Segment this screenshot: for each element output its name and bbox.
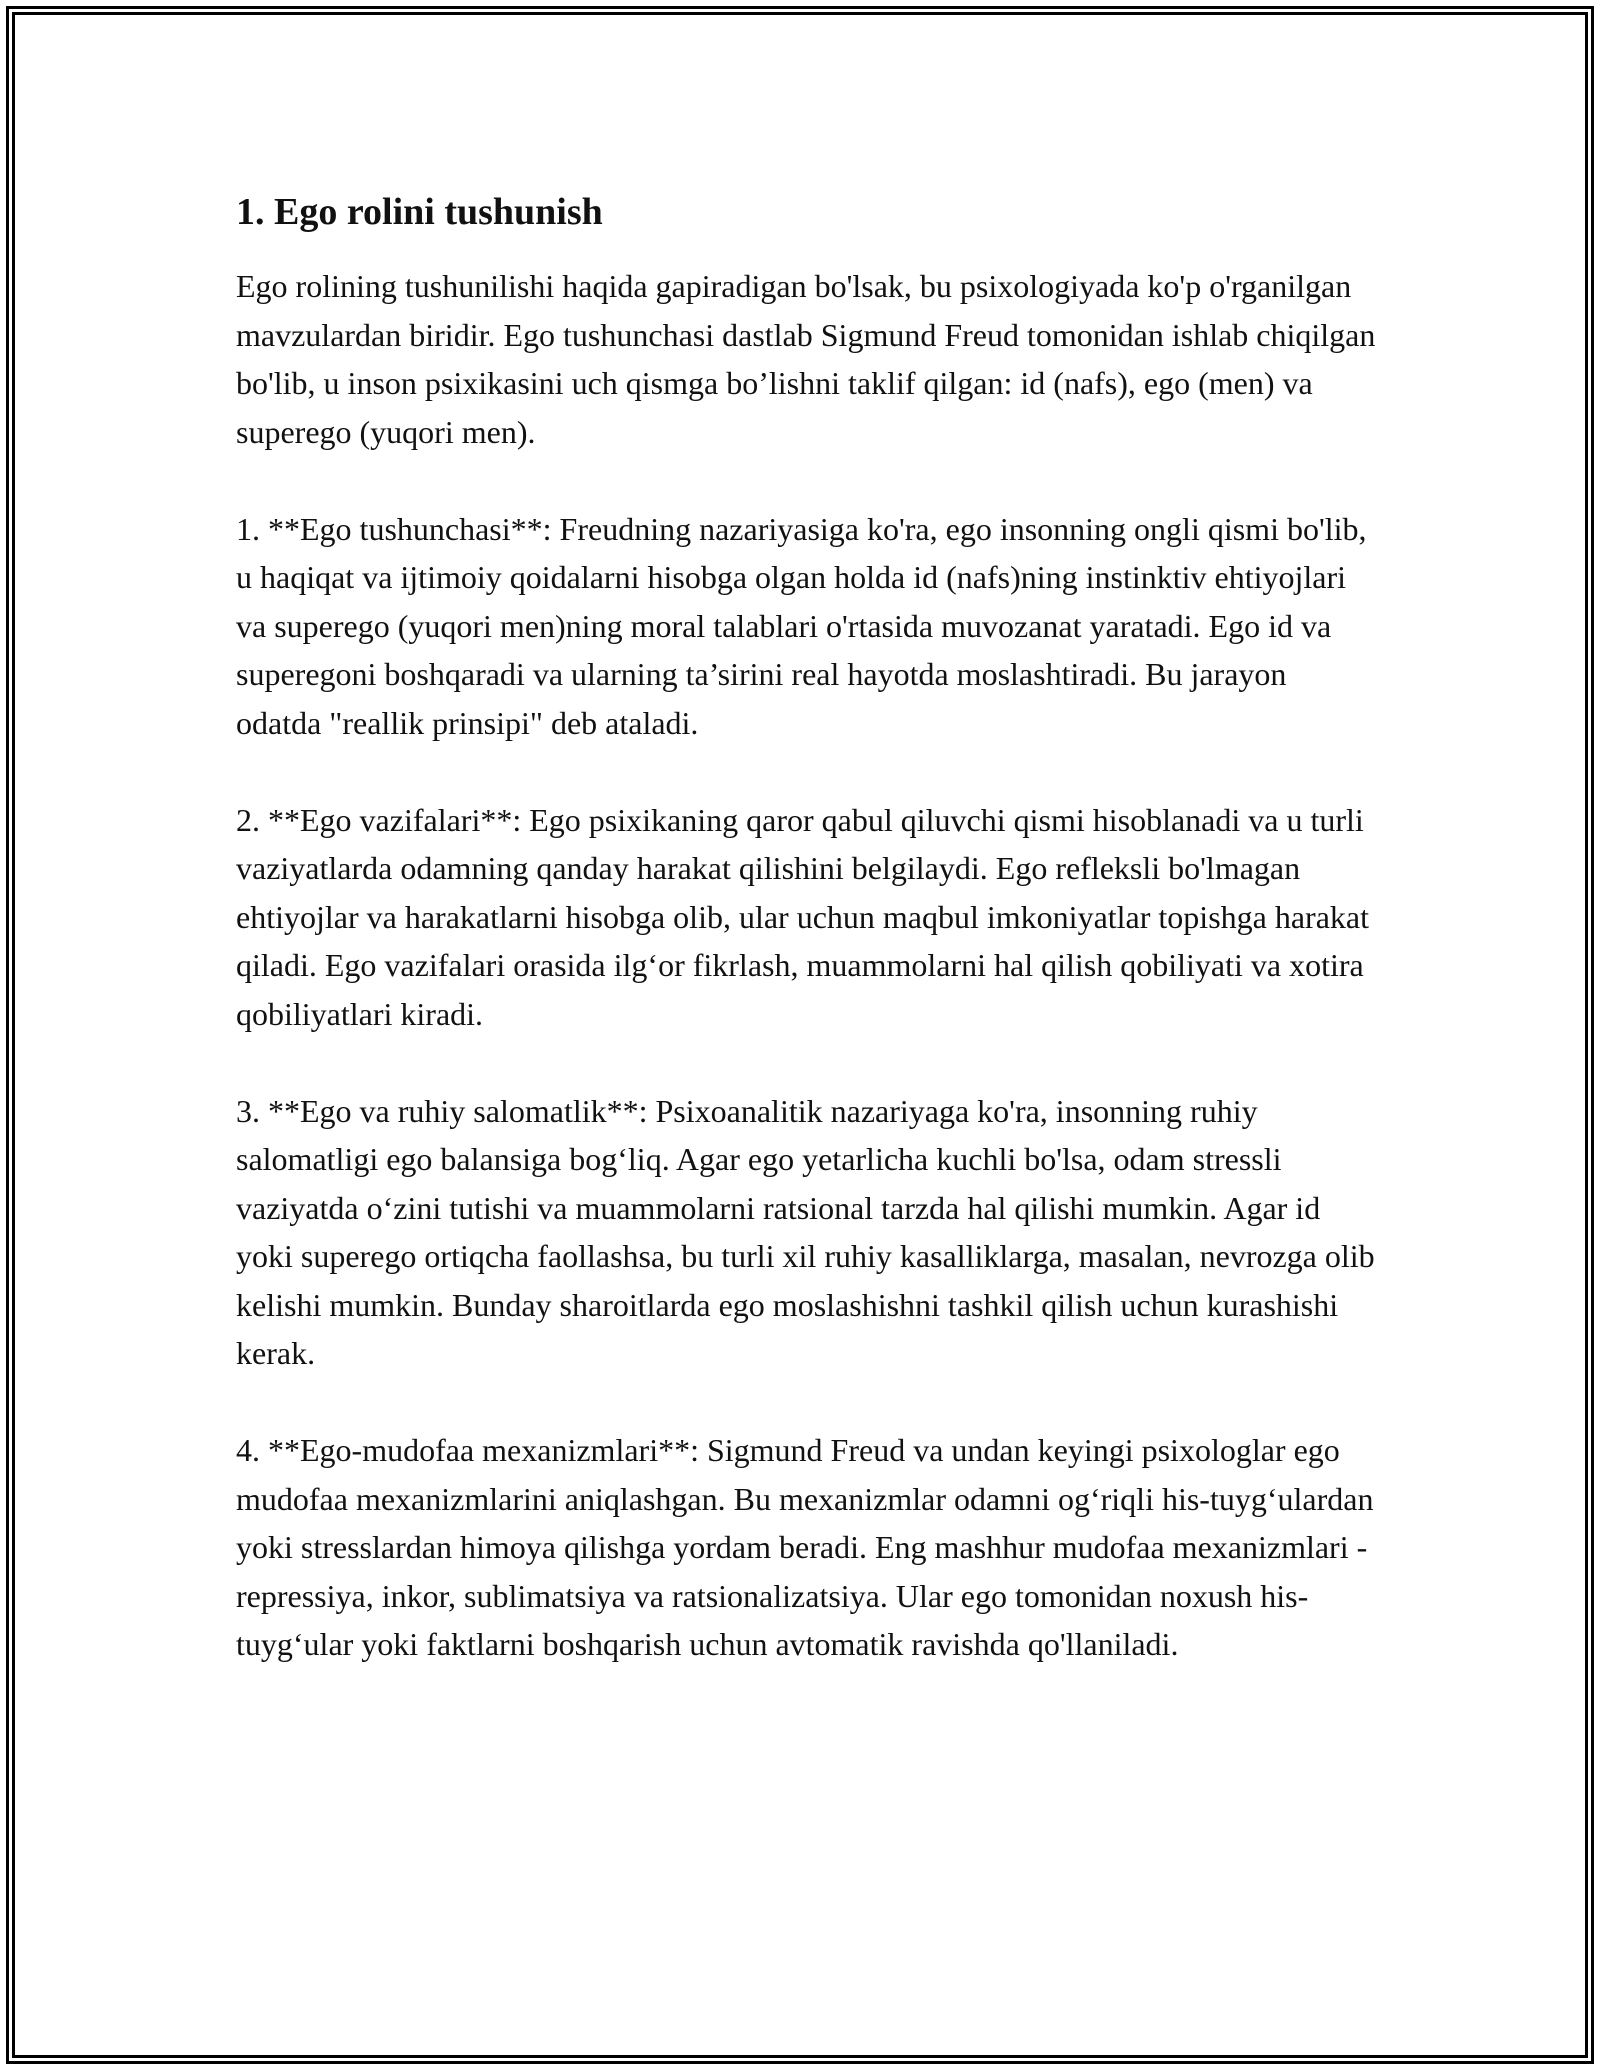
page-title: 1. Ego rolini tushunish: [236, 191, 603, 233]
paragraph-ego-defense-mechanisms: 4. **Ego-mudofaa mexanizmlari**: Sigmund Freud va undan keyingi psixologlar ego mudofaa mexanizmlarini aniqlashgan. Bu mexanizmlar odamni og‘riqli his-tuyg‘ulardan yoki stresslardan himoya qilishga yordam beradi. Eng mashhur mudofaa mexanizmlari - repressiya, inkor, sublimatsiya va ratsionalizatsiya. Ular ego tomonidan noxush his-tuyg‘ular yoki faktlarni boshqarish uchun avtomatik ravishda qo'llaniladi.: [236, 1432, 1374, 1662]
document-body: [236, 188, 1376, 1669]
paragraph-ego-functions: 2. **Ego vazifalari**: Ego psixikaning qaror qabul qiluvchi qismi hisoblanadi va u turli vaziyatlarda odamning qanday harakat qilishini belgilaydi. Ego refleksli bo'lmagan ehtiyojlar va harakatlarni hisobga olib, ular uchun maqbul imkoniyatlar topishga harakat qiladi. Ego vazifalari orasida ilg‘or fikrlash, muammolarni hal qilish qobiliyati va xotira qobiliyatlari kiradi.: [236, 801, 1369, 1032]
intro-paragraph: Ego rolining tushunilishi haqida gapiradigan bo'lsak, bu psixologiyada ko'p o'rganilgan mavzulardan biridir. Ego tushunchasi dastlab Sigmund Freud tomonidan ishlab chiqilgan bo'lib, u inson psixikasini uch qismga bo’lishni taklif qilgan: id (nafs), ego (men) va superego (yuqori men).: [236, 268, 1376, 450]
paragraph-ego-mental-health: 3. **Ego va ruhiy salomatlik**: Psixoanalitik nazariyaga ko'ra, insonning ruhiy salomatligi ego balansiga bog‘liq. Agar ego yetarlicha kuchli bo'lsa, odam stressli vaziyatda o‘zini tutishi va muammolarni ratsional tarzda hal qilishi mumkin. Agar id yoki superego ortiqcha faollashsa, bu turli xil ruhiy kasalliklarga, masalan, nevrozga olib kelishi mumkin. Bunday sharoitlarda ego moslashishni tashkil qilish uchun kurashishi kerak.: [236, 1092, 1375, 1371]
paragraph-ego-concept: 1. **Ego tushunchasi**: Freudning nazariyasiga ko'ra, ego insonning ongli qismi bo'lib, u haqiqat va ijtimoiy qoidalarni hisobga olgan holda id (nafs)ning instinktiv ehtiyojlari va superego (yuqori men)ning moral talablari o'rtasida muvozanat yaratadi. Ego id va superegoni boshqaradi va ularning ta’sirini real hayotda moslashtiradi. Bu jarayon odatda "reallik prinsipi" deb ataladi.: [236, 510, 1367, 741]
